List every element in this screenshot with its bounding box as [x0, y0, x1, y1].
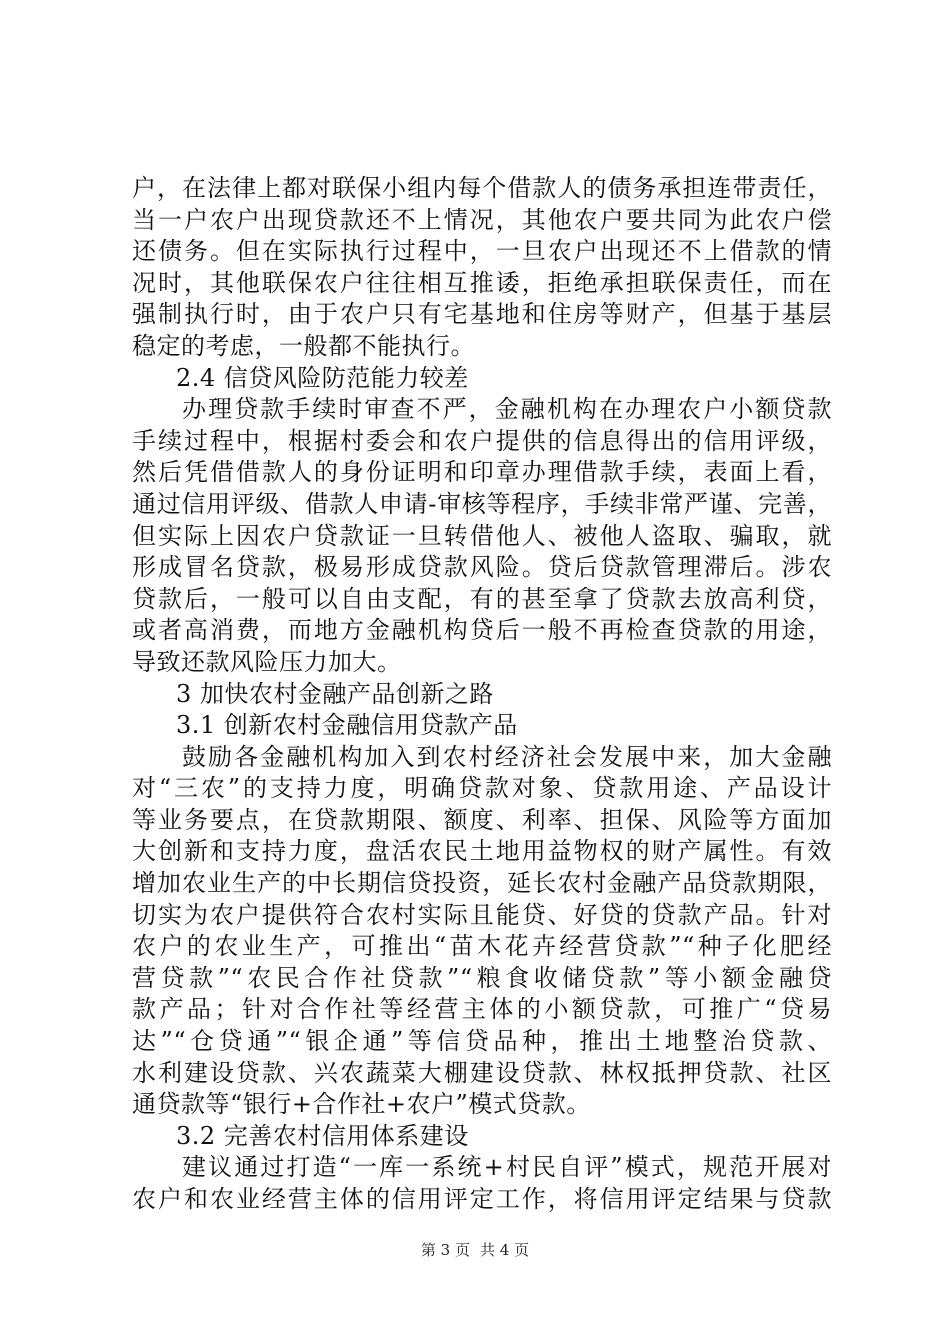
- text-line-end: 导致还款风险压力加大。: [132, 647, 402, 676]
- text-line: 水利建设贷款、兴农蔬菜大棚建设贷款、林权抵押贷款、社区: [132, 1058, 832, 1087]
- page-footer: [0, 1240, 950, 1260]
- text-line: 当一户农户出现贷款还不上情况，其他农户要共同为此农户偿: [132, 205, 832, 234]
- text-line-end: 稳定的考虑，一般都不能执行。: [132, 331, 475, 360]
- text-line: 强制执行时，由于农户只有宅基地和住房等财产，但基于基层: [132, 300, 832, 329]
- text-line: 农户和农业经营主体的信用评定工作，将信用评定结果与贷款: [132, 1185, 832, 1213]
- text-line-end: 通贷款等“银行+合作社+农户”模式贷款。: [132, 1090, 591, 1119]
- text-line: 形成冒名贷款，极易形成贷款风险。贷后贷款管理滞后。涉农: [132, 553, 832, 582]
- text-line: 营贷款”“农民合作社贷款”“粮食收储贷款”等小额金融贷: [132, 963, 832, 992]
- section-heading: 2.4 信贷风险防范能力较差: [176, 363, 469, 392]
- section-heading: 3.2 完善农村信用体系建设: [176, 1121, 469, 1150]
- text-line: 况时，其他联保农户往往相互推诿，拒绝承担联保责任，而在: [132, 268, 832, 297]
- paragraph-first-line: 办理贷款手续时审查不严，金融机构在办理农户小额贷款: [182, 395, 832, 424]
- text-line: 贷款后，一般可以自由支配，有的甚至拿了贷款去放高利贷，: [132, 584, 832, 613]
- text-line: 对“三农”的支持力度，明确贷款对象、贷款用途、产品设计: [132, 774, 832, 803]
- text-line: 农户的农业生产，可推出“苗木花卉经营贷款”“种子化肥经: [132, 932, 832, 961]
- text-line: 大创新和支持力度，盘活农民土地用益物权的财产属性。有效: [132, 837, 832, 866]
- section-heading: 3.1 创新农村金融信用贷款产品: [176, 711, 518, 740]
- page-number: 第 3 页: [420, 1241, 470, 1259]
- page-total: 共 4 页: [480, 1241, 530, 1259]
- section-heading: 3 加快农村金融产品创新之路: [176, 679, 494, 708]
- paragraph-first-line: 建议通过打造“一库一系统+村民自评”模式，规范开展对: [182, 1153, 832, 1182]
- text-line: 手续过程中，根据村委会和农户提供的信息得出的信用评级，: [132, 426, 832, 455]
- text-line: 但实际上因农户贷款证一旦转借他人、被他人盗取、骗取，就: [132, 521, 832, 550]
- text-line: 款产品；针对合作社等经营主体的小额贷款，可推广“贷易: [132, 995, 832, 1024]
- text-line: 增加农业生产的中长期信贷投资，延长农村金融产品贷款期限，: [132, 869, 832, 898]
- text-line: 户，在法律上都对联保小组内每个借款人的债务承担连带责任，: [132, 174, 832, 202]
- text-line: 通过信用评级、借款人申请-审核等程序，手续非常严谨、完善，: [132, 489, 832, 518]
- text-line: 然后凭借借款人的身份证明和印章办理借款手续，表面上看，: [132, 458, 832, 487]
- paragraph-first-line: 鼓励各金融机构加入到农村经济社会发展中来，加大金融: [182, 742, 832, 771]
- text-line: 还债务。但在实际执行过程中，一旦农户出现还不上借款的情: [132, 237, 832, 266]
- text-line: 或者高消费，而地方金融机构贷后一般不再检查贷款的用途，: [132, 616, 832, 645]
- text-line: 切实为农户提供符合农村实际且能贷、好贷的贷款产品。针对: [132, 900, 832, 929]
- text-line: 达”“仓贷通”“银企通”等信贷品种，推出土地整治贷款、: [132, 1027, 832, 1056]
- text-line: 等业务要点，在贷款期限、额度、利率、担保、风险等方面加: [132, 805, 832, 834]
- document-body: [132, 173, 832, 1216]
